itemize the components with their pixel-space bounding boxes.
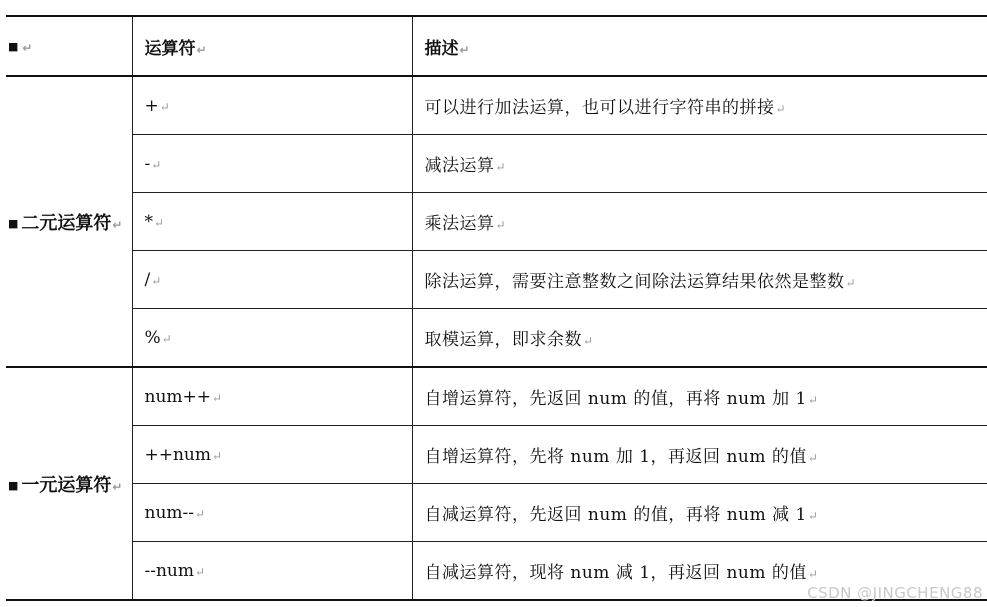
description-cell: 除法运算，需要注意整数之间除法运算结果依然是整数↵ [412, 251, 987, 309]
return-mark-icon: ↵ [112, 479, 123, 494]
operator-table [6, 15, 987, 601]
description-cell: 自增运算符，先返回 num 的值，再将 num 加 1↵ [412, 367, 987, 426]
category-cell-unary [6, 367, 132, 600]
return-mark-icon: ↵ [845, 276, 857, 290]
return-mark-icon: ↵ [212, 390, 223, 405]
watermark: CSDN @JINGCHENG88 [807, 584, 983, 602]
operator-cell: num++↵ [132, 367, 412, 426]
bullet-icon: ■ [8, 478, 19, 492]
header-description-cell: 描述↵ [412, 16, 987, 76]
operator-cell: --num↵ [132, 542, 412, 601]
description-cell: 自减运算符，先返回 num 的值，再将 num 减 1↵ [412, 484, 987, 542]
table-row [6, 367, 987, 426]
return-mark-icon: ↵ [212, 448, 223, 463]
return-mark-icon: ↵ [807, 567, 819, 581]
return-mark-icon: ↵ [22, 40, 33, 55]
return-mark-icon: ↵ [583, 334, 594, 348]
return-mark-icon: ↵ [195, 564, 206, 579]
return-mark-icon: ↵ [807, 451, 819, 465]
return-mark-icon: ↵ [159, 99, 170, 114]
operator-cell: *↵ [132, 193, 412, 251]
operator-cell: -↵ [132, 135, 412, 193]
return-mark-icon: ↵ [459, 42, 470, 57]
return-mark-icon: ↵ [807, 393, 819, 407]
category-cell-binary [6, 76, 132, 367]
table-row [6, 193, 987, 251]
return-mark-icon: ↵ [196, 42, 207, 57]
operator-cell: ++num↵ [132, 426, 412, 484]
return-mark-icon: ↵ [154, 215, 165, 230]
return-mark-icon: ↵ [151, 157, 162, 172]
description-cell: 取模运算，即求余数↵ [412, 309, 987, 368]
table-row [6, 251, 987, 309]
description-cell: 自增运算符，先将 num 加 1，再返回 num 的值↵ [412, 426, 987, 484]
table-header-row [6, 16, 987, 76]
description-cell: 可以进行加法运算，也可以进行字符串的拼接↵ [412, 76, 987, 135]
return-mark-icon: ↵ [195, 506, 206, 521]
bullet-icon: ■ [8, 216, 19, 230]
table-row [6, 484, 987, 542]
header-category-cell [6, 16, 132, 76]
return-mark-icon: ↵ [161, 331, 172, 346]
table-row [6, 135, 987, 193]
table-row [6, 309, 987, 368]
category-label: 二元运算符 [21, 212, 112, 234]
description-cell: 乘法运算↵ [412, 193, 987, 251]
bullet-icon: ■ [8, 39, 19, 53]
table-row [6, 76, 987, 135]
table-row [6, 426, 987, 484]
description-cell: 减法运算↵ [412, 135, 987, 193]
operator-cell: /↵ [132, 251, 412, 309]
description-cell: 自减运算符，现将 num 减 1，再返回 num 的值↵ [412, 542, 987, 601]
category-label: 一元运算符 [21, 474, 112, 496]
return-mark-icon: ↵ [775, 102, 787, 116]
return-mark-icon: ↵ [807, 509, 819, 523]
return-mark-icon: ↵ [151, 273, 162, 288]
operator-cell: +↵ [132, 76, 412, 135]
return-mark-icon: ↵ [495, 160, 507, 174]
operator-cell: %↵ [132, 309, 412, 368]
return-mark-icon: ↵ [495, 218, 507, 232]
return-mark-icon: ↵ [112, 217, 123, 232]
header-operator-cell: 运算符↵ [132, 16, 412, 76]
operator-cell: num--↵ [132, 484, 412, 542]
